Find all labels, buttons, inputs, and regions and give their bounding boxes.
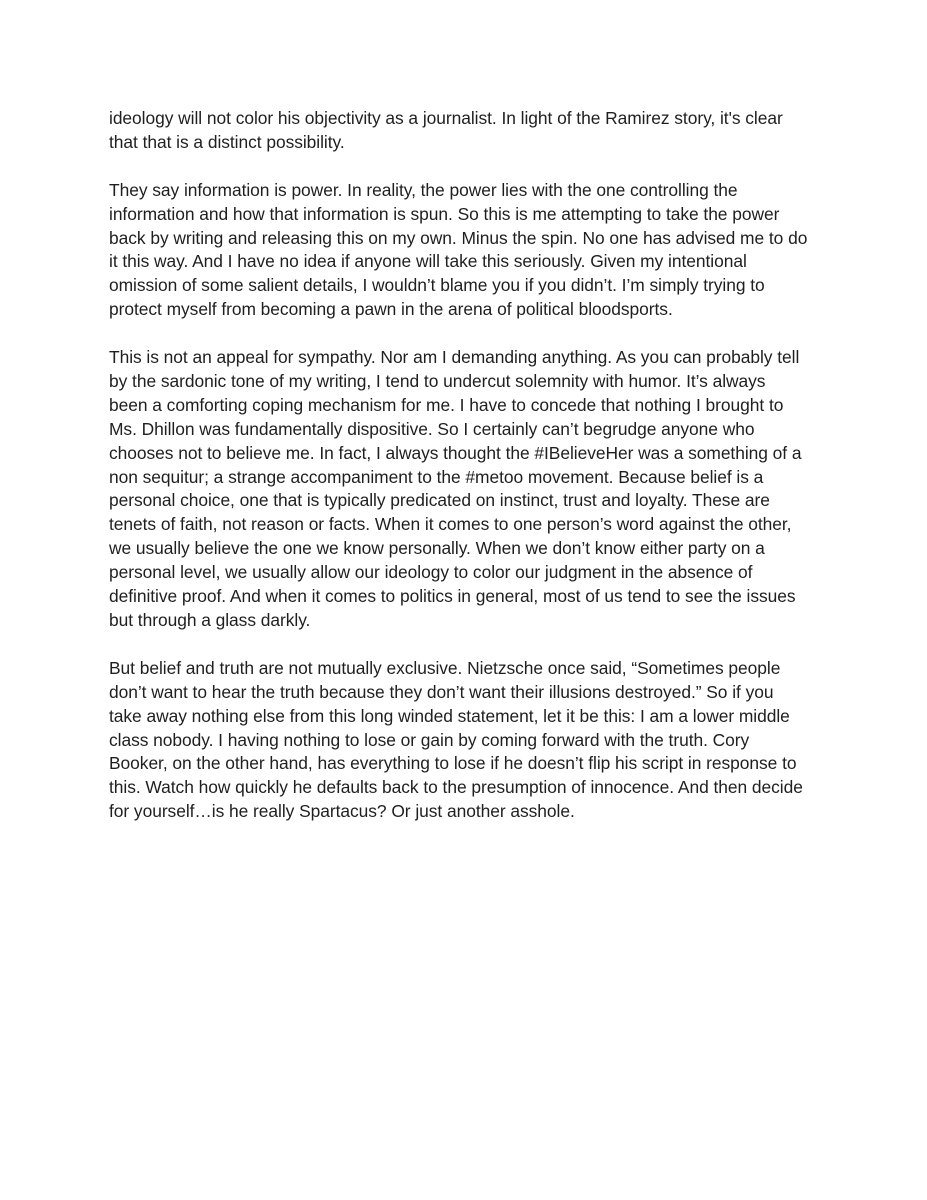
text-line: definitive proof. And when it comes to politics in general, most of us tend to see the issues xyxy=(109,586,796,607)
text-line: information and how that information is spun. So this is me attempting to take the power xyxy=(109,203,780,224)
text-line: Ms. Dhillon was fundamentally dispositive. So I certainly can’t begrudge anyone who xyxy=(109,418,755,439)
text-line: it this way. And I have no idea if anyone will take this seriously. Given my intentional xyxy=(109,251,747,272)
text-line: protect myself from becoming a pawn in the arena of political bloodsports. xyxy=(109,299,673,320)
text-line: been a comforting coping mechanism for me. I have to concede that nothing I brought to xyxy=(109,394,784,415)
text-line: They say information is power. In reality, the power lies with the one controlling the xyxy=(109,179,738,200)
text-line: personal level, we usually allow our ideology to color our judgment in the absence of xyxy=(109,562,753,583)
text-line: chooses not to believe me. In fact, I always thought the #IBelieveHer was a something of a xyxy=(109,442,802,463)
text-line: But belief and truth are not mutually exclusive. Nietzsche once said, “Sometimes people xyxy=(109,657,781,678)
text-line: we usually believe the one we know personally. When we don’t know either party on a xyxy=(109,538,765,559)
text-line: ideology will not color his objectivity as a journalist. In light of the Ramirez story, it's clear xyxy=(109,108,783,128)
paragraph-3 xyxy=(109,346,824,633)
text-line: Booker, on the other hand, has everything to lose if he doesn’t flip his script in response to xyxy=(109,753,797,774)
text-line: non sequitur; a strange accompaniment to the #metoo movement. Because belief is a xyxy=(109,466,764,487)
text-line: that that is a distinct possibility. xyxy=(109,131,345,152)
text-line: take away nothing else from this long winded statement, let it be this: I am a lower middle xyxy=(109,705,790,726)
text-line: tenets of faith, not reason or facts. When it comes to one person’s word against the other, xyxy=(109,514,792,535)
text-line: This is not an appeal for sympathy. Nor am I demanding anything. As you can probably tell xyxy=(109,347,800,368)
paragraph-1 xyxy=(109,107,824,155)
document-body xyxy=(109,107,824,848)
paragraph-2 xyxy=(109,179,824,322)
text-line: by the sardonic tone of my writing, I tend to undercut solemnity with humor. It’s always xyxy=(109,370,766,391)
text-line: don’t want to hear the truth because they don’t want their illusions destroyed.” So if you xyxy=(109,681,774,702)
text-line: but through a glass darkly. xyxy=(109,610,311,630)
text-line: class nobody. I having nothing to lose or gain by coming forward with the truth. Cory xyxy=(109,729,750,750)
text-line: this. Watch how quickly he defaults back to the presumption of innocence. And then decide xyxy=(109,777,803,798)
text-line: personal choice, one that is typically predicated on instinct, trust and loyalty. These are xyxy=(109,490,770,511)
text-line: for yourself…is he really Spartacus? Or just another asshole. xyxy=(109,801,575,822)
text-line: back by writing and releasing this on my own. Minus the spin. No one has advised me to do xyxy=(109,227,808,248)
paragraph-4 xyxy=(109,657,824,824)
text-line: omission of some salient details, I wouldn’t blame you if you didn’t. I’m simply trying to xyxy=(109,275,765,296)
